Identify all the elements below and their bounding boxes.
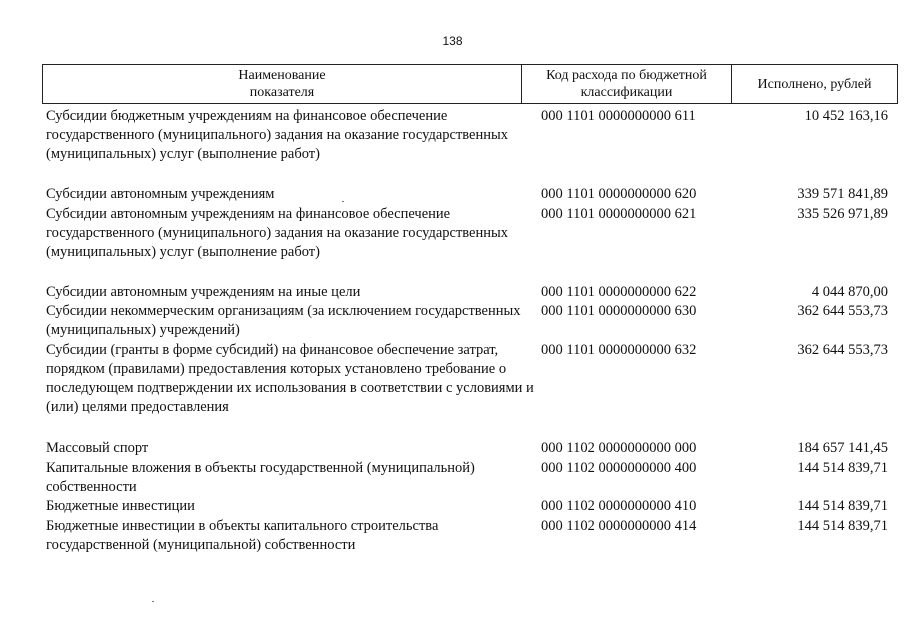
header-name-cell (42, 64, 522, 104)
row-name: Субсидии бюджетным учреждениям на финансовое обеспечение государственного (муниципального) задания на оказание государственных (муниципальных) услуг (выполнение работ) (46, 108, 508, 162)
table-header (42, 64, 898, 104)
row-code: 000 1101 0000000000 630 (541, 303, 697, 319)
row-amount: 144 514 839,71 (797, 498, 888, 514)
row-code: 000 1102 0000000000 410 (541, 498, 697, 514)
row-amount: 144 514 839,71 (797, 518, 888, 534)
row-name: Бюджетные инвестиции (46, 498, 195, 514)
scan-speck (342, 201, 344, 202)
row-amount: 362 644 553,73 (797, 342, 888, 358)
row-amount: 339 571 841,89 (797, 186, 888, 202)
header-name-label: Наименование показателя (238, 68, 326, 100)
header-amount-cell (731, 64, 898, 104)
row-amount: 335 526 971,89 (797, 206, 888, 222)
row-code: 000 1101 0000000000 611 (541, 108, 696, 124)
row-code: 000 1101 0000000000 632 (541, 342, 697, 358)
row-name: Субсидии автономным учреждениям на финансовое обеспечение государственного (муниципального) задания на оказание государственных (муниципальных) услуг (выполнение работ) (46, 206, 508, 260)
row-code: 000 1101 0000000000 622 (541, 284, 697, 300)
row-name: Капитальные вложения в объекты государственной (муниципальной) собственности (46, 460, 475, 495)
row-name: Субсидии автономным учреждениям (46, 186, 275, 202)
row-code: 000 1102 0000000000 400 (541, 460, 697, 476)
scan-speck (152, 601, 154, 602)
row-name: Субсидии (гранты в форме субсидий) на финансовое обеспечение затрат, порядком (правилами) предоставления которых установлено требование о последующем подтверждении их использования в соответствии с условиями и (или) целями предоставления (46, 342, 534, 415)
row-code: 000 1102 0000000000 000 (541, 440, 697, 456)
header-code-cell (521, 64, 732, 104)
row-name: Массовый спорт (46, 440, 149, 456)
row-name: Бюджетные инвестиции в объекты капитального строительства государственной (муниципальной) собственности (46, 518, 439, 553)
row-code: 000 1102 0000000000 414 (541, 518, 697, 534)
row-amount: 10 452 163,16 (804, 108, 888, 124)
row-name: Субсидии некоммерческим организациям (за исключением государственных (муниципальных) учреждений) (46, 303, 521, 338)
row-amount: 184 657 141,45 (797, 440, 888, 456)
row-name: Субсидии автономным учреждениям на иные цели (46, 284, 361, 300)
row-code: 000 1101 0000000000 621 (541, 206, 697, 222)
row-amount: 4 044 870,00 (811, 284, 888, 300)
header-code-label: Код расхода по бюджетной классификации (546, 68, 707, 100)
row-code: 000 1101 0000000000 620 (541, 186, 697, 202)
row-amount: 144 514 839,71 (797, 460, 888, 476)
row-amount: 362 644 553,73 (797, 303, 888, 319)
page-number: 138 (442, 34, 463, 48)
header-amount-label: Исполнено, рублей (757, 76, 872, 92)
